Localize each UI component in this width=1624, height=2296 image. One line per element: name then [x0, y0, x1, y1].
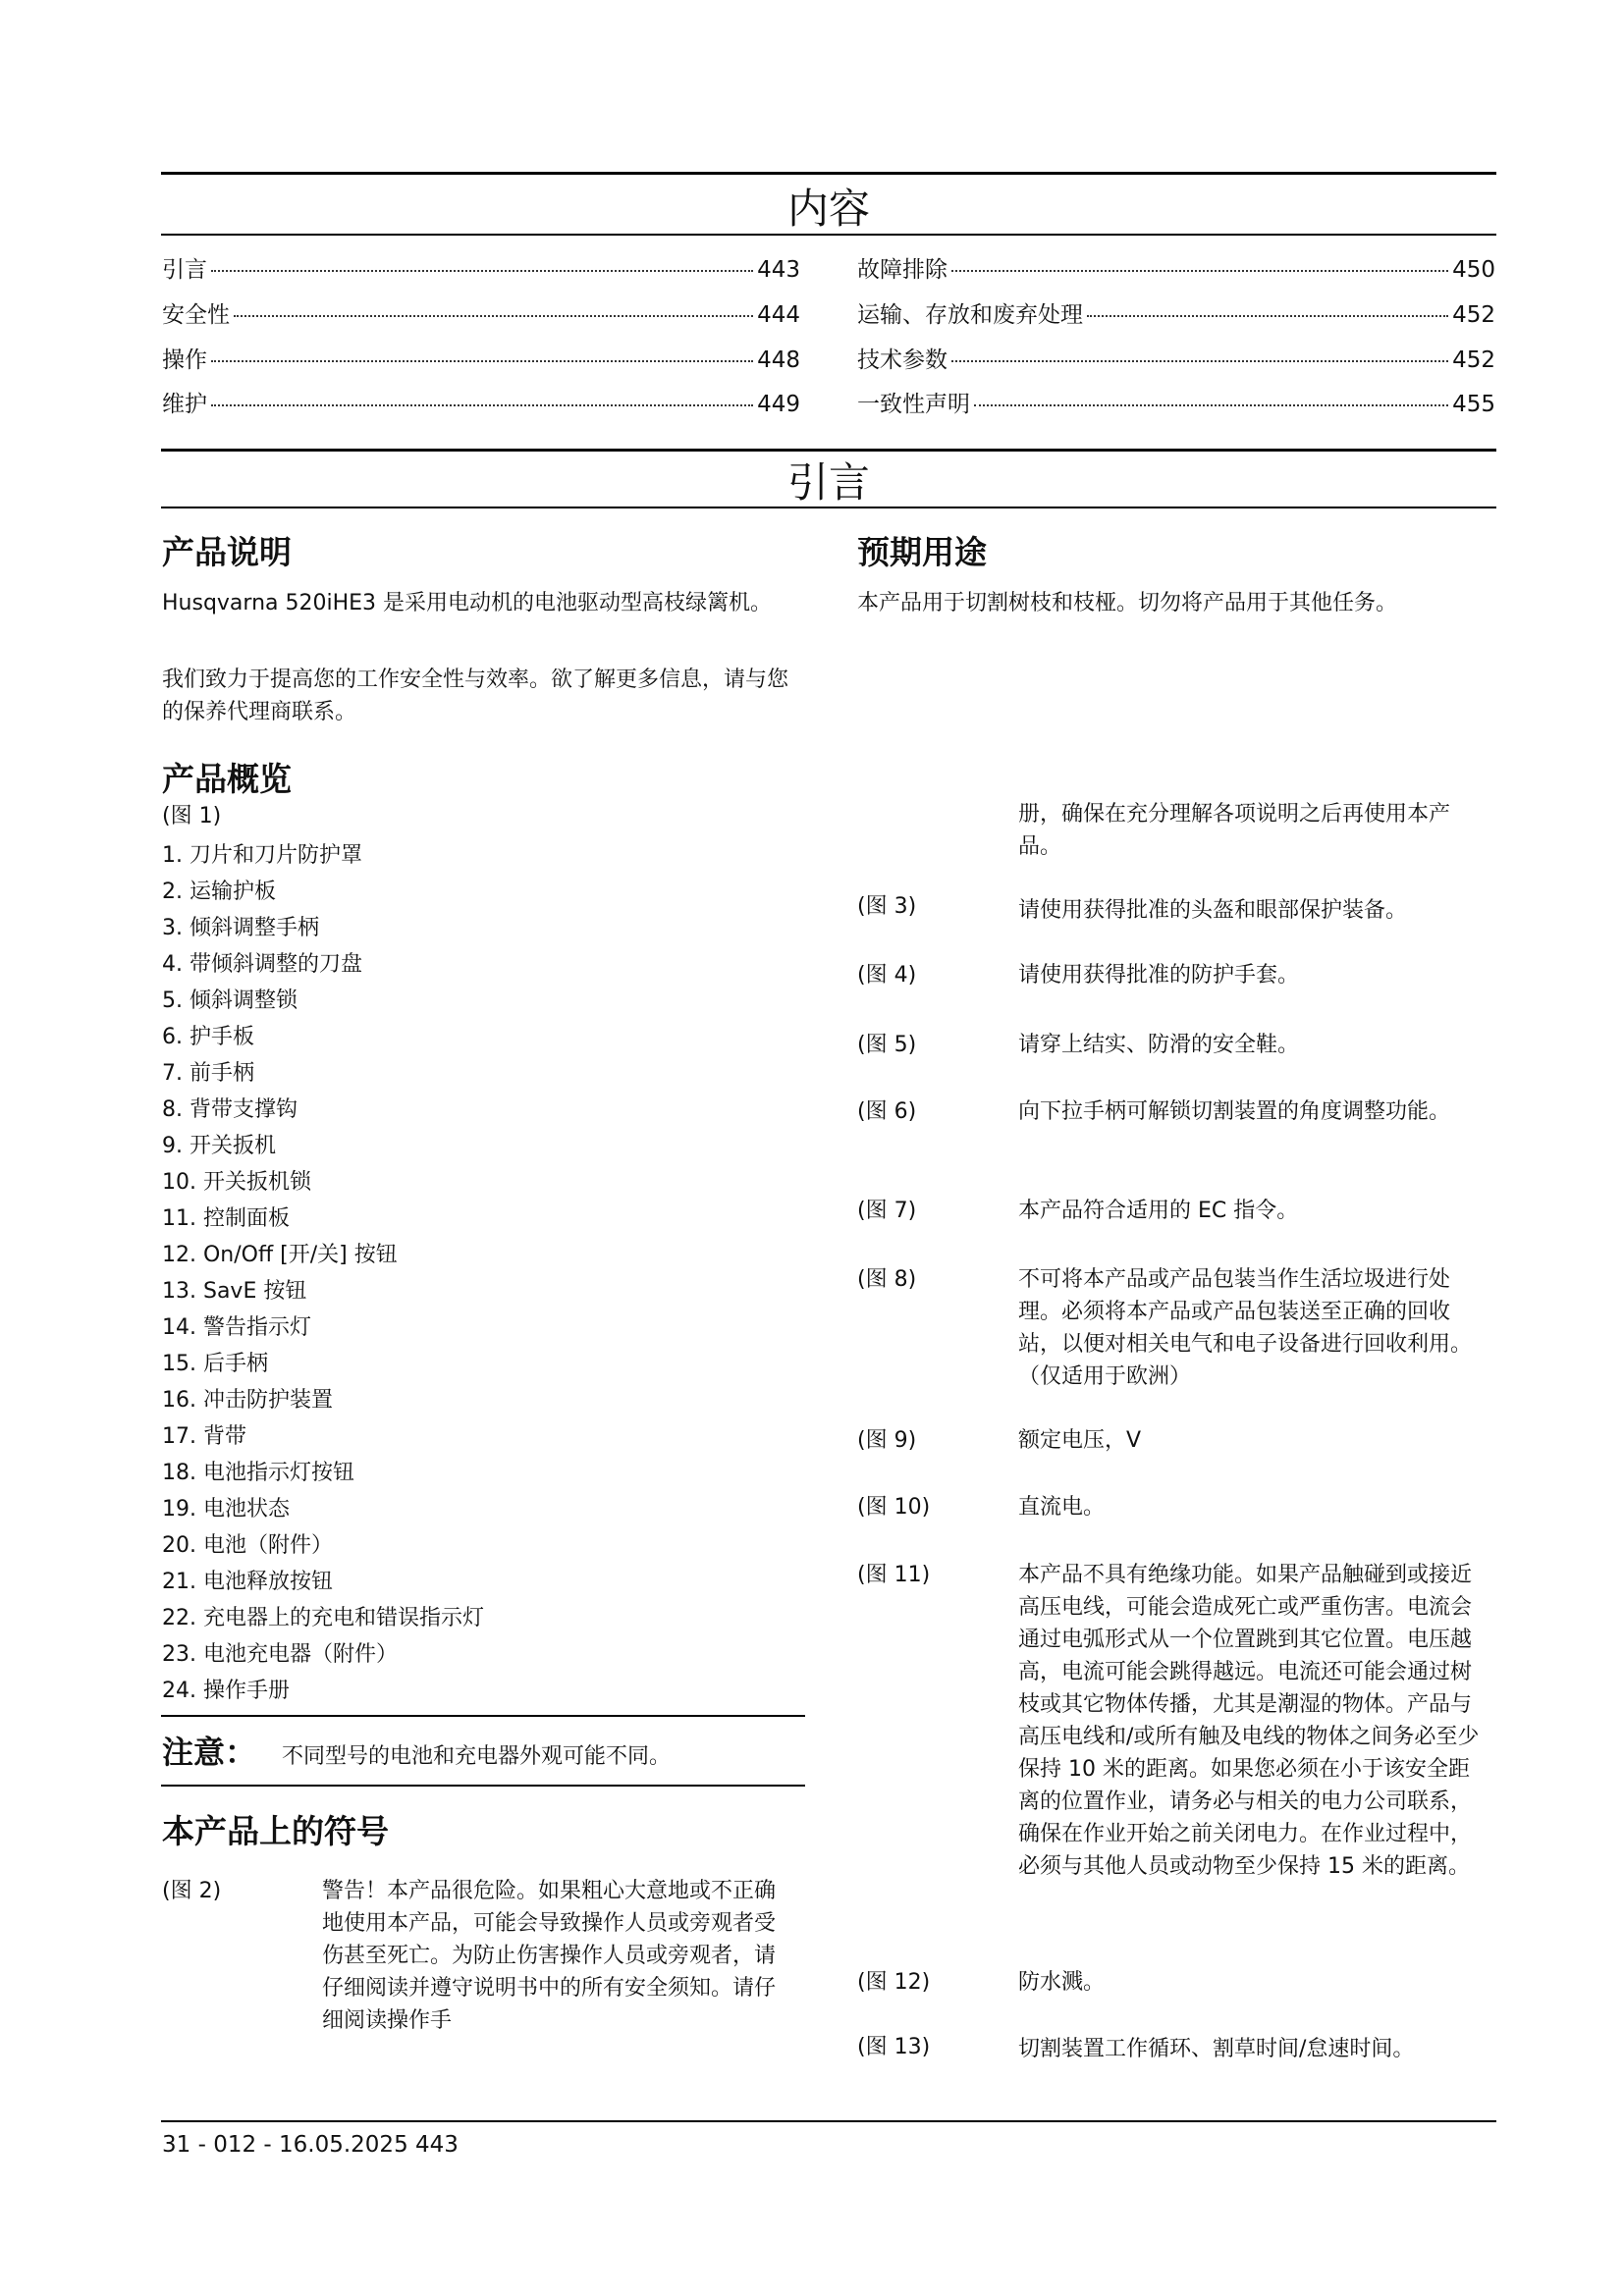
toc-entry-label: 安全性	[162, 302, 230, 328]
list-item: 15. 后手柄	[162, 1352, 268, 1376]
symbol-description: 切割装置工作循环、割草时间/怠速时间。	[1018, 2037, 1415, 2061]
toc-entry[interactable]	[857, 386, 1495, 418]
toc-entry-label: 维护	[162, 392, 207, 417]
overview-heading: 产品概览	[162, 760, 292, 798]
symbol-description: 防水溅。	[1018, 1970, 1106, 1995]
toc-entry-label: 技术参数	[857, 347, 947, 373]
toc-leader	[211, 360, 753, 362]
list-item: 11. 控制面板	[162, 1206, 290, 1231]
symbol-description: 向下拉手柄可解锁切割装置的角度调整功能。	[1018, 1099, 1451, 1124]
list-item: 6. 护手板	[162, 1025, 254, 1049]
list-item: 8. 背带支撑钩	[162, 1097, 298, 1122]
symbol-description: 请穿上结实、防滑的安全鞋。	[1018, 1033, 1300, 1057]
symbol-description-continued: 册，确保在充分理解各项说明之后再使用本产品。	[1018, 802, 1451, 859]
section-title: 引言	[786, 458, 870, 507]
divider	[161, 234, 1496, 236]
list-item: 3. 倾斜调整手柄	[162, 916, 319, 940]
list-item: 14. 警告指示灯	[162, 1315, 311, 1340]
toc-entry-label: 一致性声明	[857, 392, 970, 417]
toc-leader	[951, 270, 1448, 272]
toc-entry[interactable]	[857, 296, 1495, 329]
list-item: 23. 电池充电器（附件）	[162, 1642, 398, 1667]
symbol-description: 本产品不具有绝缘功能。如果产品触碰到或接近高压电线，可能会造成死亡或严重伤害。电流会通过电弧形式从一个位置跳到其它位置。电压越高，电流可能会跳得越远。电流还可能会通过树枝或其它物体传播，尤其是潮湿的物体。产品与高压电线和/或所有触及电线的物体之间务必至少保持 10 米的距离。如果您必须在小于该安全距离的位置作业，请务必与相关的电力公司联系，确保在作业开始之前关闭电力。在作业过程中，必须与其他人员或动物至少保持 15 米的距离。	[1018, 1563, 1480, 1879]
note-text: 不同型号的电池和充电器外观可能不同。	[282, 1744, 672, 1769]
symbol-fig-ref: (图 2)	[162, 1879, 222, 1903]
list-item: 16. 冲击防护装置	[162, 1388, 333, 1413]
toc-entry[interactable]	[162, 342, 800, 374]
list-item: 20. 电池（附件）	[162, 1533, 333, 1558]
list-item: 17. 背带	[162, 1424, 246, 1449]
toc-leader	[951, 360, 1448, 362]
toc-entry[interactable]	[857, 251, 1495, 284]
symbol-fig-ref: (图 7)	[857, 1199, 917, 1223]
toc-entry-label: 引言	[162, 257, 207, 283]
symbol-fig-ref: (图 13)	[857, 2035, 931, 2059]
symbol-fig-ref: (图 10)	[857, 1495, 931, 1520]
list-item: 7. 前手柄	[162, 1061, 254, 1086]
symbol-description: 直流电。	[1018, 1495, 1106, 1520]
toc-entry-page: 448	[757, 347, 800, 373]
overview-fig-ref: (图 1)	[162, 804, 222, 828]
intended-use-heading: 预期用途	[857, 533, 987, 571]
note-box	[162, 1728, 671, 1773]
toc-entry-page: 443	[757, 257, 800, 283]
toc-leader	[211, 270, 753, 272]
list-item: 4. 带倾斜调整的刀盘	[162, 952, 362, 977]
product-desc-heading: 产品说明	[162, 533, 292, 571]
toc-entry-page: 444	[757, 302, 800, 328]
divider	[161, 507, 1496, 508]
symbol-description: 本产品符合适用的 EC 指令。	[1018, 1199, 1299, 1223]
list-item: 2. 运输护板	[162, 880, 276, 904]
toc-leader	[211, 404, 753, 406]
toc-leader	[1087, 315, 1448, 317]
toc-entry-page: 449	[757, 392, 800, 417]
toc-entry-page: 452	[1452, 302, 1495, 328]
list-item: 21. 电池释放按钮	[162, 1570, 333, 1594]
list-item: 1. 刀片和刀片防护罩	[162, 843, 362, 868]
list-item: 9. 开关扳机	[162, 1134, 276, 1158]
toc-entry-label: 故障排除	[857, 257, 947, 283]
toc-entry-page: 455	[1452, 392, 1495, 417]
note-divider-bottom	[161, 1785, 805, 1787]
symbol-fig-ref: (图 4)	[857, 963, 917, 988]
toc-leader	[974, 404, 1448, 406]
symbol-description: 额定电压，V	[1018, 1428, 1142, 1453]
product-desc-p1: Husqvarna 520iHE3 是采用电动机的电池驱动型高枝绿篱机。	[162, 591, 773, 615]
divider	[161, 172, 1496, 175]
footer-divider	[161, 2120, 1496, 2122]
symbol-fig-ref: (图 8)	[857, 1267, 917, 1292]
symbol-description: 不可将本产品或产品包装当作生活垃圾进行处理。必须将本产品或产品包装送至正确的回收站，以便对相关电气和电子设备进行回收利用。（仅适用于欧洲）	[1018, 1267, 1473, 1389]
symbol-fig-ref: (图 9)	[857, 1428, 917, 1453]
toc-entry-label: 运输、存放和废弃处理	[857, 302, 1083, 328]
toc-entry-page: 452	[1452, 347, 1495, 373]
list-item: 22. 充电器上的充电和错误指示灯	[162, 1606, 484, 1630]
symbol-description: 请使用获得批准的防护手套。	[1018, 963, 1300, 988]
list-item: 19. 电池状态	[162, 1497, 290, 1522]
toc-entry-label: 操作	[162, 347, 207, 373]
symbol-fig-ref: (图 5)	[857, 1033, 917, 1057]
symbol-description: 警告！本产品很危险。如果粗心大意地或不正确地使用本产品，可能会导致操作人员或旁观者受伤甚至死亡。为防止伤害操作人员或旁观者，请仔细阅读并遵守说明书中的所有安全须知。请仔细阅读操作手	[322, 1879, 777, 2033]
symbol-description: 请使用获得批准的头盔和眼部保护装备。	[1018, 898, 1408, 923]
symbol-fig-ref: (图 3)	[857, 894, 917, 919]
toc-leader	[234, 315, 753, 317]
intended-use-text: 本产品用于切割树枝和枝桠。切勿将产品用于其他任务。	[857, 591, 1398, 615]
note-label: 注意：	[162, 1734, 257, 1771]
list-item: 18. 电池指示灯按钮	[162, 1461, 354, 1485]
toc-entry[interactable]	[162, 296, 800, 329]
overview-list	[162, 837, 484, 1709]
toc-title: 内容	[786, 185, 870, 233]
list-item: 10. 开关扳机锁	[162, 1170, 311, 1195]
symbol-fig-ref: (图 12)	[857, 1970, 931, 1995]
list-item: 13. SavE 按钮	[162, 1279, 307, 1304]
note-divider-top	[161, 1715, 805, 1717]
list-item: 5. 倾斜调整锁	[162, 988, 298, 1013]
page-footer: 31 - 012 - 16.05.2025 443	[162, 2132, 459, 2158]
symbol-fig-ref: (图 11)	[857, 1563, 931, 1587]
product-desc-p2: 我们致力于提高您的工作安全性与效率。欲了解更多信息，请与您的保养代理商联系。	[162, 667, 789, 724]
toc-entry[interactable]	[162, 251, 800, 284]
symbols-heading: 本产品上的符号	[162, 1812, 389, 1850]
toc-entry[interactable]	[162, 386, 800, 418]
list-item: 24. 操作手册	[162, 1679, 290, 1703]
list-item: 12. On/Off [开/关] 按钮	[162, 1243, 398, 1267]
toc-entry-page: 450	[1452, 257, 1495, 283]
toc-entry[interactable]	[857, 342, 1495, 374]
symbol-fig-ref: (图 6)	[857, 1099, 917, 1124]
